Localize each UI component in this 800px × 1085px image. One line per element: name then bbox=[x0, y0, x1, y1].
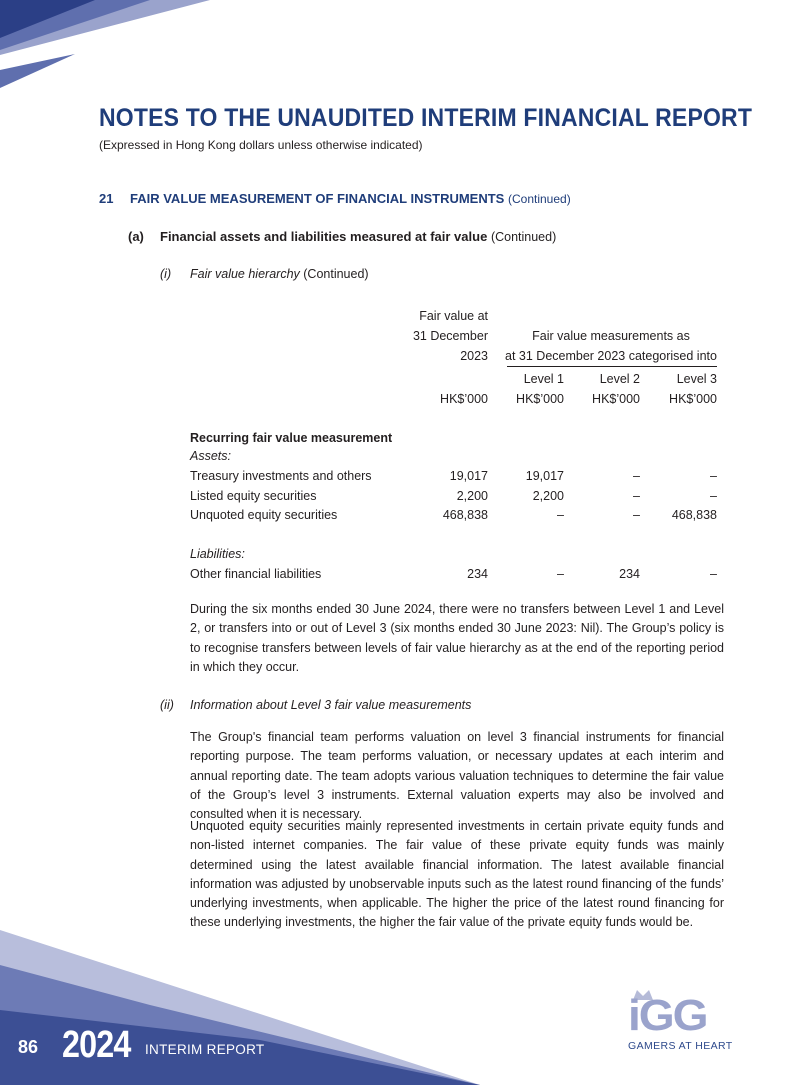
table-cell-level3: – bbox=[710, 489, 717, 503]
section-ii-title: Information about Level 3 fair value measurements bbox=[190, 698, 472, 712]
page-number: 86 bbox=[18, 1037, 39, 1057]
table-cell-level1: 2,200 bbox=[532, 489, 564, 503]
report-year: 2024 bbox=[62, 1024, 131, 1066]
section-21-title: FAIR VALUE MEASUREMENT OF FINANCIAL INSTRUMENTS bbox=[130, 191, 505, 206]
logo-tagline: GAMERS AT HEART bbox=[628, 1040, 733, 1052]
section-a-heading bbox=[128, 229, 556, 244]
fv-header-line2: 31 December bbox=[412, 329, 488, 343]
table-row-label: Listed equity securities bbox=[190, 489, 317, 503]
group-header-line2: at 31 December 2023 categorised into bbox=[505, 349, 717, 363]
unit-fv: HK$’000 bbox=[440, 392, 488, 406]
section-i-heading bbox=[160, 267, 369, 281]
fv-header-line3: 2023 bbox=[460, 349, 488, 363]
table-row-label: Other financial liabilities bbox=[190, 567, 322, 581]
table-cell-level1: – bbox=[557, 508, 564, 522]
unquoted-equity-paragraph: Unquoted equity securities mainly represented investments in certain private equity funds and non-listed internet companies. The fair value of these private equity funds was mainly determined using the latest available financial information. The latest available financial information was adjusted by unobservable inputs such as the latest round financing of the funds’ underlying investments, when applicable. The higher the price of the latest round financing for these underlying investments, the higher the fair value of the private equity funds would be. bbox=[190, 819, 724, 930]
igg-logo bbox=[628, 990, 724, 1038]
section-21-number: 21 bbox=[99, 191, 114, 206]
table-cell-fv: 468,838 bbox=[442, 508, 488, 522]
financial-team-paragraph: The Group's financial team performs valuation on level 3 financial instruments for financial reporting purpose. The team performs valuation, or necessary updates at each interim and annual reporting date. The team adopts various valuation techniques to determine the fair value of the Group’s level 3 instruments. External valuation experts may also be involved and consulted when it is necessary. bbox=[190, 730, 724, 822]
unit-level2: HK$’000 bbox=[592, 392, 640, 406]
logo-letters: iGG bbox=[628, 991, 707, 1040]
section-ii-number: (ii) bbox=[160, 698, 174, 712]
section-i-title: Fair value hierarchy bbox=[190, 267, 300, 281]
fv-header-line1: Fair value at bbox=[419, 309, 488, 323]
level2-header: Level 2 bbox=[599, 372, 640, 386]
section-a-continued: (Continued) bbox=[490, 230, 557, 244]
table-cell-level2: – bbox=[633, 469, 640, 483]
liabilities-label: Liabilities: bbox=[190, 547, 245, 561]
group-header-underline bbox=[507, 366, 717, 367]
table-row-label: Unquoted equity securities bbox=[190, 508, 338, 522]
page-subtitle: (Expressed in Hong Kong dollars unless otherwise indicated) bbox=[99, 138, 423, 152]
table-cell-level2: – bbox=[633, 508, 640, 522]
table-cell-level3: – bbox=[710, 469, 717, 483]
table-cell-level2: – bbox=[633, 489, 640, 503]
section-i-number: (i) bbox=[160, 267, 172, 281]
table-cell-level1: – bbox=[557, 567, 564, 581]
section-a-number: (a) bbox=[128, 229, 144, 244]
section-ii-heading bbox=[160, 698, 471, 712]
table-cell-fv: 234 bbox=[467, 567, 488, 581]
assets-label: Assets: bbox=[190, 449, 231, 463]
section-i-continued: (Continued) bbox=[303, 267, 369, 281]
unit-level1: HK$’000 bbox=[516, 392, 564, 406]
section-21-heading bbox=[99, 191, 571, 206]
group-header-line1: Fair value measurements as bbox=[532, 329, 690, 343]
table-cell-fv: 19,017 bbox=[449, 469, 488, 483]
level1-header: Level 1 bbox=[523, 372, 564, 386]
unit-level3: HK$’000 bbox=[669, 392, 717, 406]
page-title: NOTES TO THE UNAUDITED INTERIM FINANCIAL REPORT bbox=[99, 104, 753, 132]
table-cell-fv: 2,200 bbox=[456, 489, 488, 503]
table-cell-level2: 234 bbox=[619, 567, 640, 581]
table-cell-level3: – bbox=[710, 567, 717, 581]
section-21-continued: (Continued) bbox=[507, 192, 571, 206]
section-a-title: Financial assets and liabilities measured at fair value bbox=[160, 229, 488, 244]
table-cell-level3: 468,838 bbox=[671, 508, 717, 522]
report-label: INTERIM REPORT bbox=[145, 1042, 265, 1057]
level3-header: Level 3 bbox=[676, 372, 717, 386]
table-cell-level1: 19,017 bbox=[525, 469, 564, 483]
transfers-paragraph: During the six months ended 30 June 2024, there were no transfers between Level 1 and Level 2, or transfers into or out of Level 3 (six months ended 30 June 2023: Nil). The Group’s policy is to recognise transfers between levels of fair value hierarchy as at the end of the reporting period in which they occur. bbox=[190, 602, 724, 674]
recurring-label: Recurring fair value measurement bbox=[190, 431, 393, 445]
table-row-label: Treasury investments and others bbox=[190, 469, 372, 483]
